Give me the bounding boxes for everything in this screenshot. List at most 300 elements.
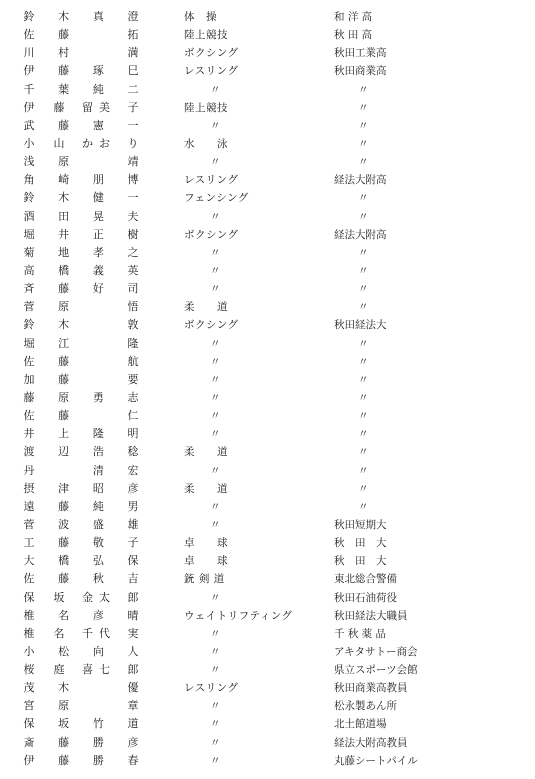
sport-event: 〃 (210, 627, 221, 640)
affiliation: 松永製あん所 (334, 700, 397, 713)
name-char (91, 26, 105, 44)
roster-row (0, 99, 535, 117)
affiliation: 〃 (358, 482, 369, 495)
name-char: 藤 (53, 100, 65, 114)
roster-row (0, 462, 535, 480)
name-char (91, 407, 105, 425)
name-char: 渡 (23, 445, 35, 459)
athlete-name (22, 734, 140, 752)
roster-row (0, 280, 535, 298)
name-char: 摂 (23, 481, 35, 495)
name-char: 斎 (23, 735, 35, 749)
name-char: 木 (58, 10, 70, 23)
athlete-name (22, 715, 140, 733)
name-char: 佐 (23, 28, 35, 42)
athlete-name (22, 226, 140, 244)
roster-row (0, 44, 535, 62)
athlete-name (22, 661, 140, 679)
name-char: 名 (53, 626, 65, 640)
name-char (91, 153, 105, 171)
name-char: 千代 (82, 626, 116, 640)
name-char: 勝 (92, 735, 104, 749)
name-char: 藤 (58, 354, 70, 368)
roster-row (0, 498, 535, 516)
name-char: 彦 (127, 481, 139, 495)
name-char: 朋 (92, 173, 104, 187)
roster-row (0, 353, 535, 371)
roster-row (0, 244, 535, 262)
name-char: 宮 (23, 699, 35, 713)
athlete-name (22, 353, 140, 371)
name-char: 藤 (23, 390, 35, 404)
roster-row (0, 335, 535, 353)
name-char: 喜七 (82, 663, 116, 677)
affiliation: 〃 (358, 119, 369, 132)
athlete-name (22, 44, 140, 62)
affiliation: 〃 (358, 192, 369, 205)
name-char: 藤 (58, 282, 70, 296)
athlete-name (22, 298, 140, 316)
name-char: 堀 (23, 336, 35, 350)
name-char: 郎 (127, 590, 139, 604)
athlete-name (22, 153, 140, 171)
name-char: 人 (127, 644, 139, 658)
roster-row (0, 552, 535, 570)
roster-row (0, 189, 535, 207)
name-char: 崎 (58, 173, 70, 187)
roster-row (0, 643, 535, 661)
name-char: 晴 (127, 608, 139, 622)
name-char: 菊 (23, 245, 35, 259)
sport-event: 〃 (210, 264, 221, 277)
name-char (91, 298, 105, 316)
sport-event: 〃 (210, 518, 221, 531)
name-char: 名 (58, 608, 70, 622)
roster-row (0, 697, 535, 715)
affiliation: 〃 (358, 500, 369, 513)
name-char: 清 (92, 463, 104, 477)
name-char: 浅 (23, 155, 35, 169)
roster-row (0, 534, 535, 552)
name-char: 木 (58, 681, 70, 695)
name-char: 彦 (127, 735, 139, 749)
athlete-name (22, 643, 140, 661)
name-char: 藤 (58, 409, 70, 423)
name-char: 敦 (127, 318, 139, 332)
name-char: 鈴 (23, 191, 35, 205)
name-char: 江 (58, 336, 70, 350)
name-char: 巳 (127, 64, 139, 78)
athlete-name (22, 498, 140, 516)
sport-event: 陸上競技 (184, 101, 228, 114)
athlete-name (22, 570, 140, 588)
affiliation: 秋 田 高 (334, 29, 373, 42)
roster-row (0, 135, 535, 153)
sport-event: 〃 (210, 736, 221, 749)
name-char: 英 (127, 263, 139, 277)
name-char: 藤 (58, 753, 70, 767)
name-char: 吉 (127, 572, 139, 586)
name-char: 桜 (23, 663, 35, 677)
name-char: 好 (92, 282, 104, 296)
sport-event: ボクシング (184, 47, 239, 60)
name-char: 伊 (23, 753, 35, 767)
name-char: 椎 (23, 608, 35, 622)
sport-event: 〃 (210, 645, 221, 658)
name-char: 夫 (127, 209, 139, 223)
athlete-name (22, 208, 140, 226)
name-char: 高 (23, 263, 35, 277)
name-char: 拓 (127, 28, 139, 42)
affiliation: 秋田工業高 (334, 47, 387, 60)
affiliation: 県立スポーツ会館 (334, 664, 418, 677)
sport-event: 〃 (210, 355, 221, 368)
sport-event: レスリング (184, 682, 239, 695)
name-char: 明 (127, 427, 139, 441)
sport-event: レスリング (184, 65, 239, 78)
name-char: 坂 (58, 717, 70, 731)
athlete-name (22, 589, 140, 607)
name-char: 男 (127, 499, 139, 513)
name-char: 靖 (127, 155, 139, 169)
athlete-name (22, 625, 140, 643)
sport-event: 〃 (210, 373, 221, 386)
name-char: 角 (23, 173, 35, 187)
name-char: 武 (23, 118, 35, 132)
affiliation: 秋田商業高教員 (334, 682, 408, 695)
name-char: 藤 (58, 572, 70, 586)
athlete-name (22, 425, 140, 443)
roster-row (0, 26, 535, 44)
name-char: 大 (23, 554, 35, 568)
name-char (91, 335, 105, 353)
roster-row (0, 661, 535, 679)
name-char: 堀 (23, 227, 35, 241)
affiliation: 〃 (358, 246, 369, 259)
name-char: 村 (58, 46, 70, 60)
name-char: 子 (127, 100, 139, 114)
name-char: 盛 (92, 517, 104, 531)
name-char: 酒 (23, 209, 35, 223)
name-char: 佐 (23, 572, 35, 586)
name-char: 斉 (23, 282, 35, 296)
name-char: 保 (127, 554, 139, 568)
sport-event: 体 操 (184, 11, 217, 23)
affiliation: 北土館道場 (334, 718, 387, 731)
name-char: 満 (127, 46, 139, 60)
roster-row (0, 171, 535, 189)
affiliation: 秋田石油荷役 (334, 591, 397, 604)
affiliation: 秋 田 大 (334, 537, 387, 550)
sport-event: 〃 (210, 83, 221, 96)
name-char: 実 (127, 626, 139, 640)
name-char: 田 (58, 209, 70, 223)
name-char: 藤 (58, 735, 70, 749)
athlete-name (22, 480, 140, 498)
athlete-name (22, 443, 140, 461)
name-char: 橋 (58, 554, 70, 568)
affiliation: 〃 (358, 337, 369, 350)
roster-row (0, 570, 535, 588)
roster-row (0, 81, 535, 99)
name-char: 保 (23, 717, 35, 731)
name-char: 藤 (58, 28, 70, 42)
name-char: 坂 (53, 590, 65, 604)
name-char: 小 (23, 136, 35, 150)
name-char: 博 (127, 173, 139, 187)
affiliation: 〃 (358, 428, 369, 441)
affiliation: 〃 (358, 210, 369, 223)
athlete-name (22, 679, 140, 697)
name-char: 保 (23, 590, 35, 604)
athlete-name (22, 389, 140, 407)
athlete-name (22, 534, 140, 552)
affiliation: 〃 (358, 264, 369, 277)
roster-row (0, 752, 535, 770)
name-char (91, 353, 105, 371)
sport-event: 柔 道 (184, 446, 228, 459)
affiliation: 〃 (358, 301, 369, 314)
roster-row (0, 62, 535, 80)
name-char: 金太 (82, 590, 116, 604)
name-char: 藤 (58, 64, 70, 78)
affiliation: 秋田経法大職員 (334, 609, 408, 622)
name-char: 志 (127, 390, 139, 404)
name-char: 純 (92, 499, 104, 513)
name-char: 原 (58, 300, 70, 314)
name-char: 琢 (92, 64, 104, 78)
affiliation: 東北総合警備 (334, 573, 397, 586)
name-char: かお (82, 136, 116, 150)
name-char: 山 (53, 136, 65, 150)
sport-event: 〃 (210, 246, 221, 259)
affiliation: アキタサトー商会 (334, 645, 418, 658)
sport-event: 水 泳 (184, 137, 228, 150)
name-char: 丹 (23, 463, 35, 477)
sport-event: ウェイトリフティング (184, 609, 293, 622)
name-char: 伊 (23, 64, 35, 78)
affiliation: 〃 (358, 464, 369, 477)
name-char: 木 (58, 191, 70, 205)
name-char: 伊 (23, 100, 35, 114)
roster-row (0, 208, 535, 226)
sport-event: 〃 (210, 210, 221, 223)
affiliation: 経法大附高 (334, 228, 387, 241)
name-char: 木 (58, 318, 70, 332)
athlete-name (22, 335, 140, 353)
name-char: 原 (58, 155, 70, 169)
athlete-name (22, 516, 140, 534)
name-char: 稔 (127, 445, 139, 459)
affiliation: 和 洋 高 (334, 11, 373, 23)
athlete-name (22, 697, 140, 715)
name-char: 加 (23, 372, 35, 386)
name-char: 真 (92, 10, 104, 23)
sport-event: 〃 (210, 410, 221, 423)
name-char: 鈴 (23, 318, 35, 332)
sport-event: 〃 (210, 337, 221, 350)
affiliation: 〃 (358, 83, 369, 96)
roster-row (0, 371, 535, 389)
sport-event: 陸上競技 (184, 29, 228, 42)
name-char (91, 44, 105, 62)
affiliation: 〃 (358, 137, 369, 150)
name-char: 悟 (127, 300, 139, 314)
name-char: 孝 (92, 245, 104, 259)
roster-row (0, 734, 535, 752)
name-char: 彦 (92, 608, 104, 622)
affiliation: 秋田商業高 (334, 65, 387, 78)
name-char: 辺 (58, 445, 70, 459)
roster-row (0, 117, 535, 135)
name-char: 藤 (58, 536, 70, 550)
name-char: り (127, 136, 139, 150)
name-char: 原 (58, 390, 70, 404)
affiliation: 経法大附高教員 (334, 736, 408, 749)
name-char: 浩 (92, 445, 104, 459)
name-char: 千 (23, 82, 35, 96)
name-char: 司 (127, 282, 139, 296)
name-char: 健 (92, 191, 104, 205)
roster-sheet (0, 8, 535, 770)
athlete-name (22, 135, 140, 153)
name-char: 菅 (23, 300, 35, 314)
affiliation: 経法大附高 (334, 174, 387, 187)
sport-event: 〃 (210, 428, 221, 441)
athlete-name (22, 552, 140, 570)
name-char: 茂 (23, 681, 35, 695)
athlete-name (22, 316, 140, 334)
name-char: 優 (127, 681, 139, 695)
athlete-name (22, 171, 140, 189)
name-char (91, 316, 105, 334)
name-char: 宏 (127, 463, 139, 477)
name-char: 敬 (92, 536, 104, 550)
athlete-name (22, 62, 140, 80)
name-char: 一 (127, 191, 139, 205)
name-char: 勇 (92, 390, 104, 404)
affiliation: 〃 (358, 101, 369, 114)
roster-row (0, 715, 535, 733)
roster-row (0, 679, 535, 697)
roster-row (0, 625, 535, 643)
sport-event: 柔 道 (184, 301, 228, 314)
sport-event: ボクシング (184, 319, 239, 332)
roster-row (0, 262, 535, 280)
affiliation: 秋田短期大 (334, 518, 387, 531)
roster-row (0, 480, 535, 498)
sport-event: ボクシング (184, 228, 239, 241)
name-char: 雄 (127, 517, 139, 531)
sport-event: 〃 (210, 591, 221, 604)
affiliation: 秋田経法大 (334, 319, 387, 332)
sport-event: 銃 剣 道 (184, 573, 225, 586)
name-char (91, 697, 105, 715)
name-char: 菅 (23, 517, 35, 531)
name-char: 仁 (127, 409, 139, 423)
name-char: 郎 (127, 663, 139, 677)
name-char: 庭 (53, 663, 65, 677)
name-char: 澄 (127, 10, 139, 23)
name-char: 工 (23, 536, 35, 550)
name-char: 井 (58, 227, 70, 241)
roster-row (0, 607, 535, 625)
affiliation: 〃 (358, 283, 369, 296)
name-char: 川 (23, 46, 35, 60)
name-char (91, 679, 105, 697)
name-char: 津 (58, 481, 70, 495)
name-char: 隆 (92, 427, 104, 441)
athlete-name (22, 26, 140, 44)
athlete-name (22, 99, 140, 117)
name-char: 椎 (23, 626, 35, 640)
name-char: 之 (127, 245, 139, 259)
roster-row (0, 516, 535, 534)
name-char (57, 462, 71, 480)
name-char: 弘 (92, 554, 104, 568)
athlete-name (22, 8, 140, 26)
name-char: 一 (127, 118, 139, 132)
athlete-name (22, 371, 140, 389)
name-char: 章 (127, 699, 139, 713)
sport-event: フェンシング (184, 192, 249, 205)
name-char: 葉 (58, 82, 70, 96)
athlete-name (22, 462, 140, 480)
name-char: 藤 (58, 372, 70, 386)
name-char: 藤 (58, 499, 70, 513)
name-char: 上 (58, 427, 70, 441)
athlete-name (22, 752, 140, 770)
affiliation: 〃 (358, 355, 369, 368)
athlete-name (22, 262, 140, 280)
roster-row (0, 298, 535, 316)
sport-event: 〃 (210, 500, 221, 513)
sport-event: 〃 (210, 156, 221, 169)
name-char: 佐 (23, 354, 35, 368)
sport-event: 〃 (210, 283, 221, 296)
sport-event: 卓 球 (184, 555, 228, 568)
sport-event: 卓 球 (184, 537, 228, 550)
roster-row (0, 153, 535, 171)
sport-event: 〃 (210, 700, 221, 713)
name-char: 竹 (92, 717, 104, 731)
sport-event: 柔 道 (184, 482, 228, 495)
name-char: 留美 (82, 100, 116, 114)
name-char: 遠 (23, 499, 35, 513)
sport-event: 〃 (210, 664, 221, 677)
name-char: 勝 (92, 753, 104, 767)
name-char: 向 (92, 644, 104, 658)
affiliation: 〃 (358, 156, 369, 169)
name-char: 井 (23, 427, 35, 441)
athlete-name (22, 244, 140, 262)
roster-row (0, 589, 535, 607)
name-char: 橋 (58, 263, 70, 277)
sport-event: レスリング (184, 174, 239, 187)
name-char: 小 (23, 644, 35, 658)
name-char: 鈴 (23, 10, 35, 23)
affiliation: 丸藤シートパイル (334, 754, 418, 767)
athlete-name (22, 407, 140, 425)
sport-event: 〃 (210, 119, 221, 132)
athlete-name (22, 117, 140, 135)
name-char: 正 (92, 227, 104, 241)
name-char: 純 (92, 82, 104, 96)
name-char: 昭 (92, 481, 104, 495)
roster-row (0, 226, 535, 244)
name-char: 地 (58, 245, 70, 259)
affiliation: 千 秋 薬 品 (334, 627, 387, 640)
